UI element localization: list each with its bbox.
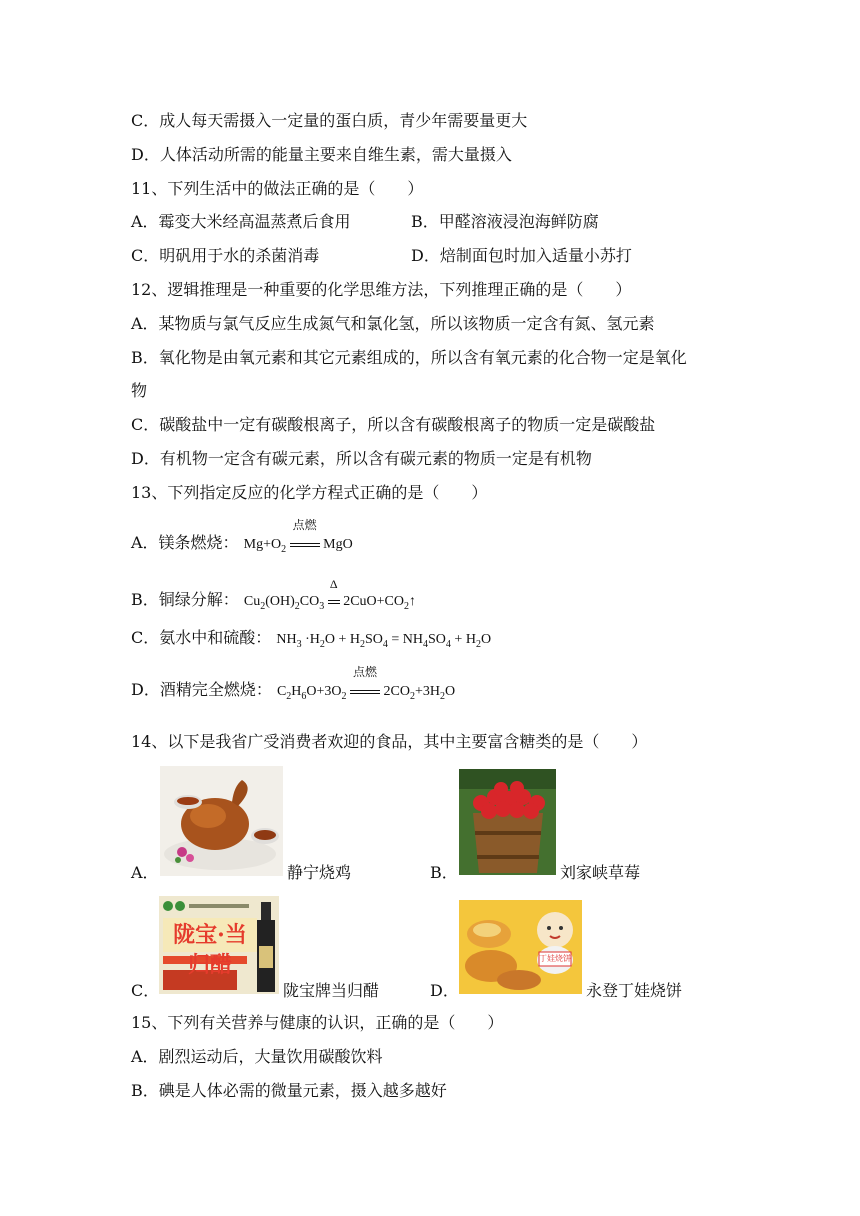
q13-option-c <box>131 628 491 655</box>
question-15: 15、下列有关营养与健康的认识，正确的是（ ） <box>131 1013 504 1032</box>
q11-option-b: B．甲醛溶液浸泡海鲜防腐 <box>411 212 599 231</box>
q14-option-a-name: 静宁烧鸡 <box>287 863 352 882</box>
question-12: 12、逻辑推理是一种重要的化学思维方法，下列推理正确的是（ ） <box>131 280 632 299</box>
q11-option-c: C．明矾用于水的杀菌消毒 <box>131 246 320 265</box>
q15-option-a: A．剧烈运动后，大量饮用碳酸饮料 <box>131 1047 383 1066</box>
q13-option-d <box>131 665 456 707</box>
equation-a: $Mg+O_2$ 点燃 MgO <box>243 518 353 555</box>
q14-option-b-letter: B． <box>430 863 458 882</box>
vinegar-banner-text: 陇宝·当归醋 <box>173 922 247 978</box>
roast-chicken-image <box>160 766 283 876</box>
reaction-condition-heat: Δ <box>328 592 340 612</box>
q13c-label: C．氨水中和硫酸： <box>131 628 272 647</box>
equation-b: $Cu_2(OH)_2CO_3$ Δ $2CuO+CO_2↑$ <box>243 577 416 612</box>
q14-option-d-name: 永登丁娃烧饼 <box>586 981 683 1000</box>
baked-cake-image <box>459 900 582 994</box>
option-c-protein: C．成人每天需摄入一定量的蛋白质，青少年需要量更大 <box>131 111 528 130</box>
q12-option-b-line2: 物 <box>131 381 148 400</box>
q12-option-a: A．某物质与氯气反应生成氮气和氯化氢，所以该物质一定含有氮、氢元素 <box>131 314 655 333</box>
question-11: 11、下列生活中的做法正确的是（ ） <box>131 179 424 198</box>
option-d-vitamin: D．人体活动所需的能量主要来自维生素，需大量摄入 <box>131 145 512 164</box>
reaction-condition-fire: 点燃 <box>350 682 380 702</box>
q13-option-b <box>131 577 416 617</box>
question-13: 13、下列指定反应的化学方程式正确的是（ ） <box>131 483 488 502</box>
strawberry-basket-image <box>459 769 556 875</box>
q13-option-a <box>131 518 353 560</box>
q11-option-a: A．霉变大米经高温蒸煮后食用 <box>131 212 351 231</box>
q14-option-c-letter: C． <box>131 981 160 1000</box>
q14-option-d-letter: D． <box>430 981 459 1000</box>
q13a-label: A．镁条燃烧： <box>131 533 239 552</box>
q14-option-a-letter: A． <box>131 863 159 882</box>
question-14: 14、以下是我省广受消费者欢迎的食品，其中主要富含糖类的是（ ） <box>131 732 648 751</box>
cake-label-text: 丁娃烧饼 <box>539 954 571 963</box>
q12-option-b-line1: B．氧化物是由氧元素和其它元素组成的，所以含有氧元素的化合物一定是氧化 <box>131 348 687 367</box>
q14-option-b-name: 刘家峡草莓 <box>560 863 641 882</box>
q14-option-c-name: 陇宝牌当归醋 <box>283 981 380 1000</box>
q13b-label: B．铜绿分解： <box>131 590 239 609</box>
q12-option-c: C．碳酸盐中一定有碳酸根离子，所以含有碳酸根离子的物质一定是碳酸盐 <box>131 415 656 434</box>
vinegar-image <box>159 896 279 994</box>
q12-option-d: D．有机物一定含有碳元素，所以含有碳元素的物质一定是有机物 <box>131 449 592 468</box>
q15-option-b: B．碘是人体必需的微量元素，摄入越多越好 <box>131 1081 447 1100</box>
gas-arrow: ↑ <box>409 594 416 609</box>
equation-d: $C_2H_6O+3O_2$ 点燃 $2CO_2+3H_2O$ <box>276 665 456 702</box>
q11-option-d: D．焙制面包时加入适量小苏打 <box>411 246 632 265</box>
equation-c: $NH_3 \cdot H_2O + H_2SO_4 = NH_4SO_4 + H_2O$ <box>276 632 492 650</box>
q13d-label: D．酒精完全燃烧： <box>131 680 272 699</box>
reaction-condition-fire: 点燃 <box>290 535 320 555</box>
